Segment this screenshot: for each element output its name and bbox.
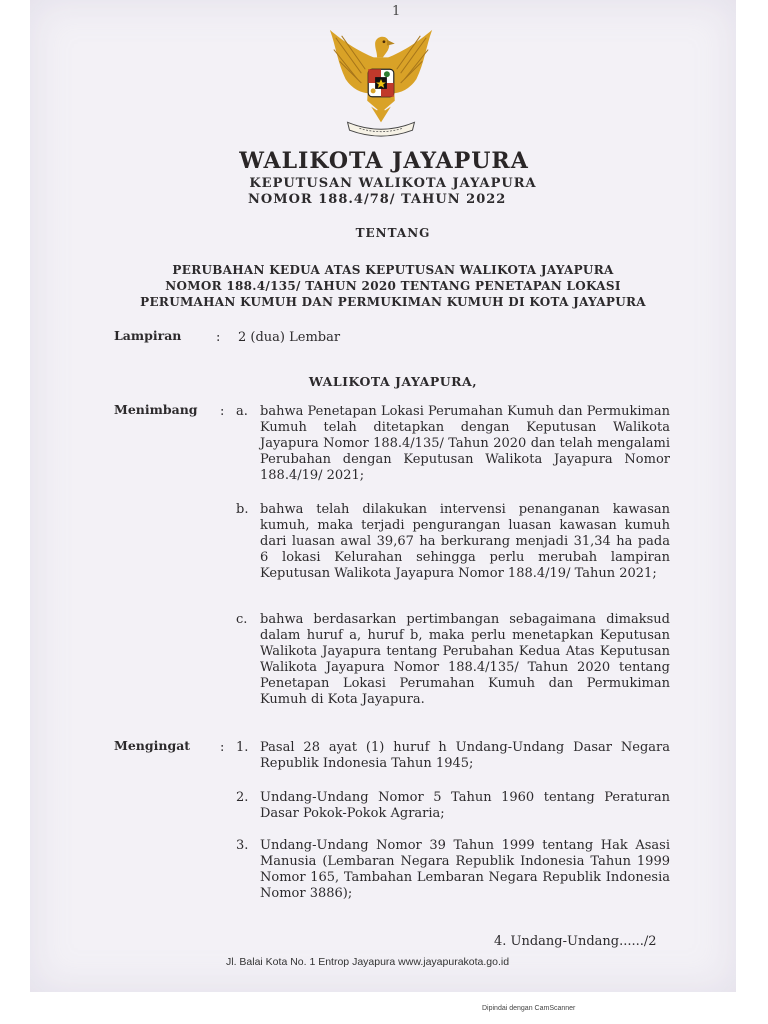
scanner-note: Dipindai dengan CamScanner	[482, 1005, 576, 1012]
menimbang-item-text: bahwa Penetapan Lokasi Perumahan Kumuh dan Permukiman Kumuh telah ditetapkan dengan Keputusan Walikota Jayapura Nomor 188.4/135/ Tahun 2020 dan telah mengalami Perubahan dengan Keputusan Walikota Jayapura Nomor 188.4/19/ 2021;	[260, 404, 670, 483]
decree-number: NOMOR 188.4/78/ TAHUN 2022	[248, 192, 507, 207]
tentang-heading: TENTANG	[355, 226, 431, 240]
mengingat-item-text: Undang-Undang Nomor 39 Tahun 1999 tentang Hak Asasi Manusia (Lembaran Negara Republik Indonesia Tahun 1999 Nomor 165, Tambahan Lembaran Negara Republik Indonesia Nomor 3886);	[260, 838, 670, 901]
mengingat-item-number: 3.	[236, 838, 249, 853]
mengingat-label: Mengingat	[114, 738, 191, 753]
decree-subject	[128, 262, 658, 310]
garuda-emblem-icon	[322, 24, 440, 142]
lampiran-label: Lampiran	[114, 328, 182, 343]
menimbang-item-letter: a.	[236, 404, 248, 419]
decree-heading: KEPUTUSAN WALIKOTA JAYAPURA	[249, 176, 537, 191]
page-number: 1	[392, 4, 401, 19]
subject-line: NOMOR 188.4/135/ TAHUN 2020 TENTANG PENETAPAN LOKASI	[165, 279, 621, 293]
menimbang-colon: :	[220, 404, 225, 419]
mayor-title: WALIKOTA JAYAPURA	[239, 148, 529, 174]
footer-address: Jl. Balai Kota No. 1 Entrop Jayapura www.jayapurakota.go.id	[226, 956, 510, 968]
mengingat-item-number: 1.	[236, 740, 249, 755]
subject-line: PERUBAHAN KEDUA ATAS KEPUTUSAN WALIKOTA JAYAPURA	[172, 263, 614, 277]
next-page-hint: 4. Undang-Undang....../2	[494, 934, 657, 949]
lampiran-value: 2 (dua) Lembar	[238, 330, 341, 345]
mengingat-item-number: 2.	[236, 790, 249, 805]
mengingat-item-text: Pasal 28 ayat (1) huruf h Undang-Undang Dasar Negara Republik Indonesia Tahun 1945;	[260, 740, 670, 771]
mengingat-item-text: Undang-Undang Nomor 5 Tahun 1960 tentang Peraturan Dasar Pokok-Pokok Agraria;	[260, 790, 670, 821]
menimbang-label: Menimbang	[114, 402, 198, 417]
menimbang-item-letter: b.	[236, 502, 249, 517]
menimbang-item-letter: c.	[236, 612, 248, 627]
lampiran-colon: :	[216, 330, 221, 345]
menimbang-item-text: bahwa telah dilakukan intervensi penanganan kawasan kumuh, maka terjadi pengurangan luasan kawasan kumuh dari luasan awal 39,67 ha berkurang menjadi 31,34 ha pada 6 lokasi Kelurahan sehingga perlu merubah lampiran Keputusan Walikota Jayapura Nomor 188.4/19/ Tahun 2021;	[260, 502, 670, 581]
mayor-signatory: WALIKOTA JAYAPURA,	[308, 374, 478, 389]
subject-line: PERUMAHAN KUMUH DAN PERMUKIMAN KUMUH DI KOTA JAYAPURA	[140, 295, 646, 309]
mengingat-colon: :	[220, 740, 225, 755]
menimbang-item-text: bahwa berdasarkan pertimbangan sebagaimana dimaksud dalam huruf a, huruf b, maka perlu menetapkan Keputusan Walikota Jayapura tentang Perubahan Kedua Atas Keputusan Walikota Jayapura Nomor 188.4/135/ Tahun 2020 tentang Penetapan Lokasi Perumahan Kumuh dan Permukiman Kumuh di Kota Jayapura.	[260, 612, 670, 707]
